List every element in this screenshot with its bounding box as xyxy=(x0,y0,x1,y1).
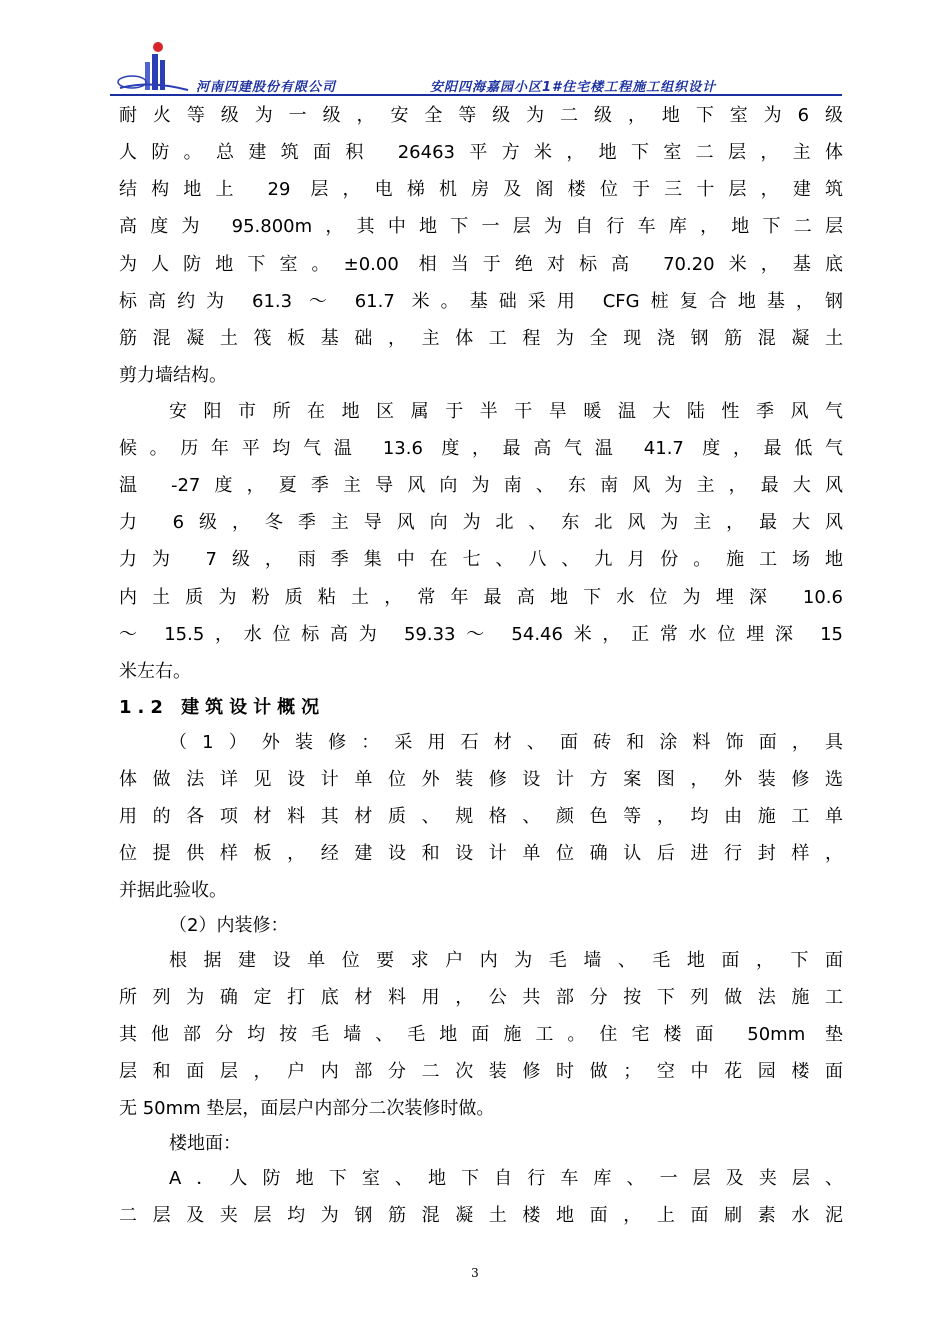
section-heading: 1.2 建筑设计概况 xyxy=(119,697,326,718)
company-logo-icon xyxy=(110,38,190,94)
body-line: 温 -27度，夏季主导风向为南、东南风为主，最大风 xyxy=(119,475,843,496)
body-line: 并据此验收。 xyxy=(119,880,227,901)
body-line: ～ 15.5，水位标高为 59.33～ 54.46米，正常水位埋深 15 xyxy=(119,624,843,645)
body-line: 耐火等级为一级，安全等级为二级，地下室为6级 xyxy=(119,105,843,126)
body-line: 层和面层，户内部分二次装修时做；空中花园楼面 xyxy=(119,1061,843,1082)
body-line: 为人防地下室。±0.00 相当于绝对标高 70.20米，基底 xyxy=(119,254,843,275)
body-line: 结构地上 29 层，电梯机房及阁楼位于三十层，建筑 xyxy=(119,179,843,200)
body-line: 内土质为粉质粘土，常年最高地下水位为埋深 10.6 xyxy=(119,587,843,608)
body-line: 体做法详见设计单位外装修设计方案图，外装修选 xyxy=(119,769,843,790)
body-line: 剪力墙结构。 xyxy=(119,365,227,386)
body-line: 用的各项材料其材质、规格、颜色等，均由施工单 xyxy=(119,806,843,827)
body-line: 筋混凝土筏板基础，主体工程为全现浇钢筋混凝土 xyxy=(119,328,843,349)
body-line: 楼地面： xyxy=(169,1133,241,1154)
body-line: 所列为确定打底材料用，公共部分按下列做法施工 xyxy=(119,987,843,1008)
body-line: 安阳市所在地区属于半干旱暖温大陆性季风气 xyxy=(169,401,843,422)
header-divider xyxy=(110,94,842,96)
body-line: 位提供样板，经建设和设计单位确认后进行封样， xyxy=(119,843,843,864)
body-line: 米左右。 xyxy=(119,661,191,682)
body-line: 二层及夹层均为钢筋混凝土楼地面，上面刷素水泥 xyxy=(119,1205,843,1226)
body-line: 力 6级，冬季主导风向为北、东北风为主，最大风 xyxy=(119,512,843,533)
body-line: （2）内装修： xyxy=(169,915,289,936)
page-number: 3 xyxy=(471,1266,479,1280)
header-company: 河南四建股份有限公司 xyxy=(196,80,337,95)
body-line: 其他部分均按毛墙、毛地面施工。住宅楼面 50mm 垫 xyxy=(119,1024,843,1045)
body-line: 力为 7级，雨季集中在七、八、九月份。施工场地 xyxy=(119,549,843,570)
body-line: 标高约为 61.3 ～ 61.7 米。基础采用 CFG桩复合地基，钢 xyxy=(119,291,843,312)
body-line: 无 50mm 垫层，面层户内部分二次装修时做。 xyxy=(119,1098,495,1119)
body-line: 人防。总建筑面积 26463平方米，地下室二层，主体 xyxy=(119,142,843,163)
body-line: 根据建设单位要求户内为毛墙、毛地面，下面 xyxy=(169,950,843,971)
body-line: 候。历年平均气温 13.6 度，最高气温 41.7 度，最低气 xyxy=(119,438,843,459)
body-line: （1）外装修：采用石材、面砖和涂料饰面，具 xyxy=(169,732,843,753)
header-project-title: 安阳四海嘉园小区1#住宅楼工程施工组织设计 xyxy=(430,80,717,95)
body-line: 高度为 95.800m，其中地下一层为自行车库，地下二层 xyxy=(119,216,843,237)
body-line: A．人防地下室、地下自行车库、一层及夹层、 xyxy=(169,1168,843,1189)
